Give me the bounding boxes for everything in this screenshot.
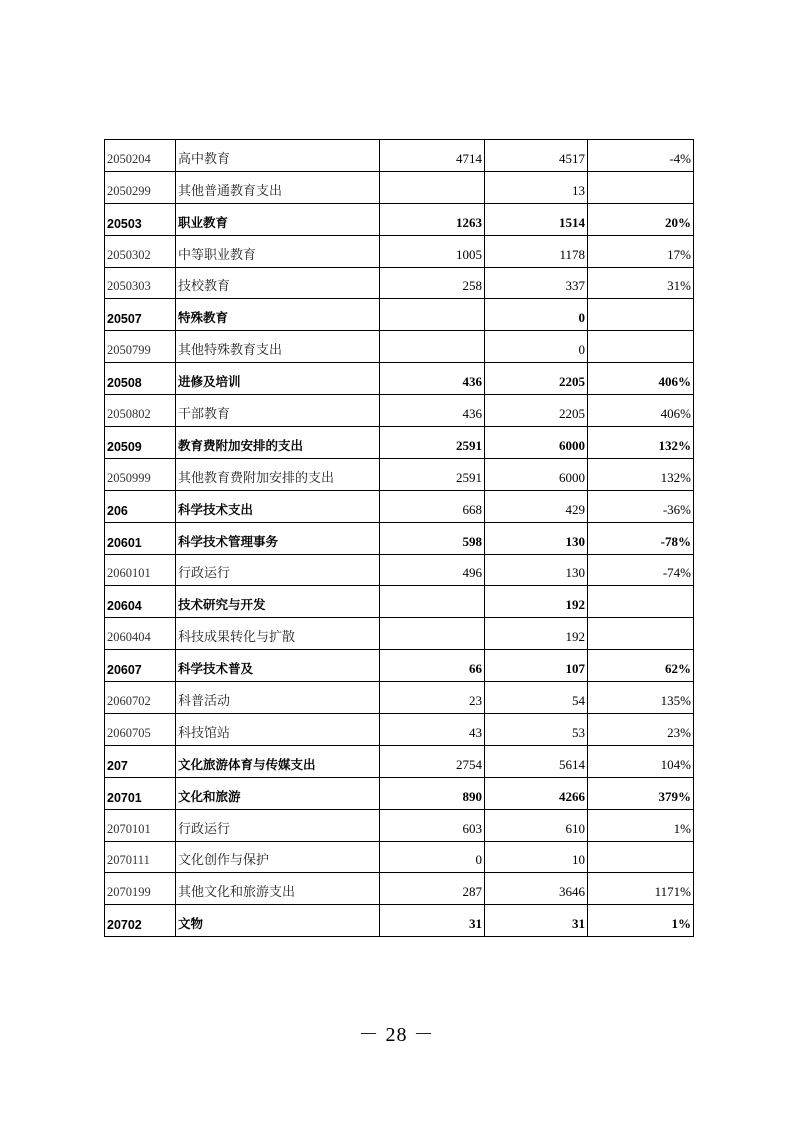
row-change-percent-cell: 132% <box>588 427 694 459</box>
row-name-cell: 技校教育 <box>176 267 380 299</box>
row-name-cell: 文化和旅游 <box>176 777 380 809</box>
row-change-percent-cell: 1% <box>588 905 694 937</box>
row-value-1-cell: 287 <box>380 873 485 905</box>
row-value-2-cell: 192 <box>485 618 588 650</box>
row-name-cell: 其他文化和旅游支出 <box>176 873 380 905</box>
row-value-1-cell <box>380 299 485 331</box>
row-value-2-cell: 10 <box>485 841 588 873</box>
row-change-percent-cell: 132% <box>588 458 694 490</box>
table-row <box>105 299 694 331</box>
table-row <box>105 395 694 427</box>
table-row <box>105 554 694 586</box>
row-value-1-cell: 668 <box>380 490 485 522</box>
row-value-2-cell: 3646 <box>485 873 588 905</box>
row-change-percent-cell: 1171% <box>588 873 694 905</box>
row-change-percent-cell: 406% <box>588 363 694 395</box>
table-row <box>105 203 694 235</box>
row-value-2-cell: 192 <box>485 586 588 618</box>
table-row <box>105 140 694 172</box>
row-change-percent-cell <box>588 586 694 618</box>
row-code-cell: 2060705 <box>105 714 176 746</box>
row-value-2-cell: 4517 <box>485 140 588 172</box>
row-value-1-cell <box>380 618 485 650</box>
row-value-2-cell: 2205 <box>485 363 588 395</box>
row-name-cell: 教育费附加安排的支出 <box>176 427 380 459</box>
row-code-cell: 20702 <box>105 905 176 937</box>
table-row <box>105 490 694 522</box>
table-row <box>105 618 694 650</box>
table-row <box>105 458 694 490</box>
table-row <box>105 171 694 203</box>
table-row <box>105 873 694 905</box>
row-value-1-cell: 43 <box>380 714 485 746</box>
row-value-1-cell: 0 <box>380 841 485 873</box>
row-code-cell: 20701 <box>105 777 176 809</box>
row-value-1-cell: 23 <box>380 682 485 714</box>
row-name-cell: 其他特殊教育支出 <box>176 331 380 363</box>
row-code-cell: 206 <box>105 490 176 522</box>
row-name-cell: 科普活动 <box>176 682 380 714</box>
row-code-cell: 2070199 <box>105 873 176 905</box>
row-name-cell: 文化创作与保护 <box>176 841 380 873</box>
row-value-1-cell: 66 <box>380 650 485 682</box>
table-row <box>105 363 694 395</box>
table-row <box>105 427 694 459</box>
row-code-cell: 20508 <box>105 363 176 395</box>
row-change-percent-cell <box>588 171 694 203</box>
row-code-cell: 2050802 <box>105 395 176 427</box>
table-row <box>105 235 694 267</box>
row-change-percent-cell: 20% <box>588 203 694 235</box>
row-code-cell: 20507 <box>105 299 176 331</box>
row-value-2-cell: 0 <box>485 299 588 331</box>
row-value-1-cell: 2591 <box>380 427 485 459</box>
row-value-2-cell: 130 <box>485 554 588 586</box>
row-name-cell: 科技馆站 <box>176 714 380 746</box>
row-code-cell: 2070101 <box>105 809 176 841</box>
row-code-cell: 2050299 <box>105 171 176 203</box>
row-change-percent-cell: 104% <box>588 745 694 777</box>
row-name-cell: 科学技术支出 <box>176 490 380 522</box>
row-value-2-cell: 31 <box>485 905 588 937</box>
row-name-cell: 文化旅游体育与传媒支出 <box>176 745 380 777</box>
row-change-percent-cell: 17% <box>588 235 694 267</box>
row-name-cell: 行政运行 <box>176 554 380 586</box>
row-change-percent-cell: 62% <box>588 650 694 682</box>
row-name-cell: 中等职业教育 <box>176 235 380 267</box>
row-value-2-cell: 130 <box>485 522 588 554</box>
row-value-1-cell <box>380 171 485 203</box>
row-name-cell: 进修及培训 <box>176 363 380 395</box>
row-value-2-cell: 1178 <box>485 235 588 267</box>
row-code-cell: 20604 <box>105 586 176 618</box>
row-value-2-cell: 13 <box>485 171 588 203</box>
row-value-1-cell: 31 <box>380 905 485 937</box>
row-value-2-cell: 2205 <box>485 395 588 427</box>
row-code-cell: 2050799 <box>105 331 176 363</box>
row-name-cell: 职业教育 <box>176 203 380 235</box>
table-row <box>105 586 694 618</box>
row-value-2-cell: 0 <box>485 331 588 363</box>
row-value-2-cell: 6000 <box>485 427 588 459</box>
row-value-1-cell: 258 <box>380 267 485 299</box>
row-value-1-cell: 436 <box>380 363 485 395</box>
row-name-cell: 其他普通教育支出 <box>176 171 380 203</box>
row-value-2-cell: 107 <box>485 650 588 682</box>
row-change-percent-cell: 23% <box>588 714 694 746</box>
row-value-1-cell <box>380 586 485 618</box>
row-change-percent-cell: -36% <box>588 490 694 522</box>
row-name-cell: 行政运行 <box>176 809 380 841</box>
row-code-cell: 2050999 <box>105 458 176 490</box>
table-row <box>105 841 694 873</box>
row-name-cell: 科学技术普及 <box>176 650 380 682</box>
row-value-2-cell: 54 <box>485 682 588 714</box>
table-row <box>105 522 694 554</box>
row-code-cell: 207 <box>105 745 176 777</box>
row-change-percent-cell: -74% <box>588 554 694 586</box>
row-value-1-cell: 603 <box>380 809 485 841</box>
row-name-cell: 科技成果转化与扩散 <box>176 618 380 650</box>
row-value-1-cell <box>380 331 485 363</box>
row-code-cell: 20607 <box>105 650 176 682</box>
row-change-percent-cell: 379% <box>588 777 694 809</box>
row-change-percent-cell: -4% <box>588 140 694 172</box>
row-code-cell: 2050303 <box>105 267 176 299</box>
row-change-percent-cell: -78% <box>588 522 694 554</box>
row-name-cell: 高中教育 <box>176 140 380 172</box>
row-name-cell: 其他教育费附加安排的支出 <box>176 458 380 490</box>
row-name-cell: 技术研究与开发 <box>176 586 380 618</box>
table-row <box>105 650 694 682</box>
row-code-cell: 2060101 <box>105 554 176 586</box>
row-value-1-cell: 496 <box>380 554 485 586</box>
row-name-cell: 文物 <box>176 905 380 937</box>
row-change-percent-cell <box>588 331 694 363</box>
row-value-2-cell: 1514 <box>485 203 588 235</box>
table-row <box>105 267 694 299</box>
row-value-1-cell: 598 <box>380 522 485 554</box>
row-value-1-cell: 436 <box>380 395 485 427</box>
table-row <box>105 905 694 937</box>
row-code-cell: 2070111 <box>105 841 176 873</box>
row-name-cell: 特殊教育 <box>176 299 380 331</box>
row-code-cell: 20601 <box>105 522 176 554</box>
budget-table-container <box>104 139 693 937</box>
row-value-1-cell: 4714 <box>380 140 485 172</box>
row-change-percent-cell <box>588 841 694 873</box>
row-change-percent-cell: 406% <box>588 395 694 427</box>
row-value-2-cell: 5614 <box>485 745 588 777</box>
page-number: － 28 － <box>358 1024 435 1046</box>
row-change-percent-cell: 31% <box>588 267 694 299</box>
row-code-cell: 20509 <box>105 427 176 459</box>
row-value-2-cell: 429 <box>485 490 588 522</box>
table-row <box>105 809 694 841</box>
row-value-2-cell: 6000 <box>485 458 588 490</box>
row-code-cell: 2050204 <box>105 140 176 172</box>
row-code-cell: 2060404 <box>105 618 176 650</box>
row-value-2-cell: 337 <box>485 267 588 299</box>
table-row <box>105 714 694 746</box>
row-value-2-cell: 53 <box>485 714 588 746</box>
row-change-percent-cell: 135% <box>588 682 694 714</box>
row-name-cell: 干部教育 <box>176 395 380 427</box>
row-code-cell: 2050302 <box>105 235 176 267</box>
row-change-percent-cell <box>588 618 694 650</box>
budget-table <box>104 139 694 937</box>
row-change-percent-cell <box>588 299 694 331</box>
row-code-cell: 2060702 <box>105 682 176 714</box>
row-value-1-cell: 1005 <box>380 235 485 267</box>
row-value-1-cell: 890 <box>380 777 485 809</box>
row-value-2-cell: 4266 <box>485 777 588 809</box>
row-change-percent-cell: 1% <box>588 809 694 841</box>
row-code-cell: 20503 <box>105 203 176 235</box>
row-value-1-cell: 2591 <box>380 458 485 490</box>
table-row <box>105 682 694 714</box>
table-row <box>105 777 694 809</box>
row-value-1-cell: 1263 <box>380 203 485 235</box>
table-row <box>105 745 694 777</box>
row-name-cell: 科学技术管理事务 <box>176 522 380 554</box>
table-body <box>105 140 694 937</box>
row-value-1-cell: 2754 <box>380 745 485 777</box>
table-row <box>105 331 694 363</box>
row-value-2-cell: 610 <box>485 809 588 841</box>
